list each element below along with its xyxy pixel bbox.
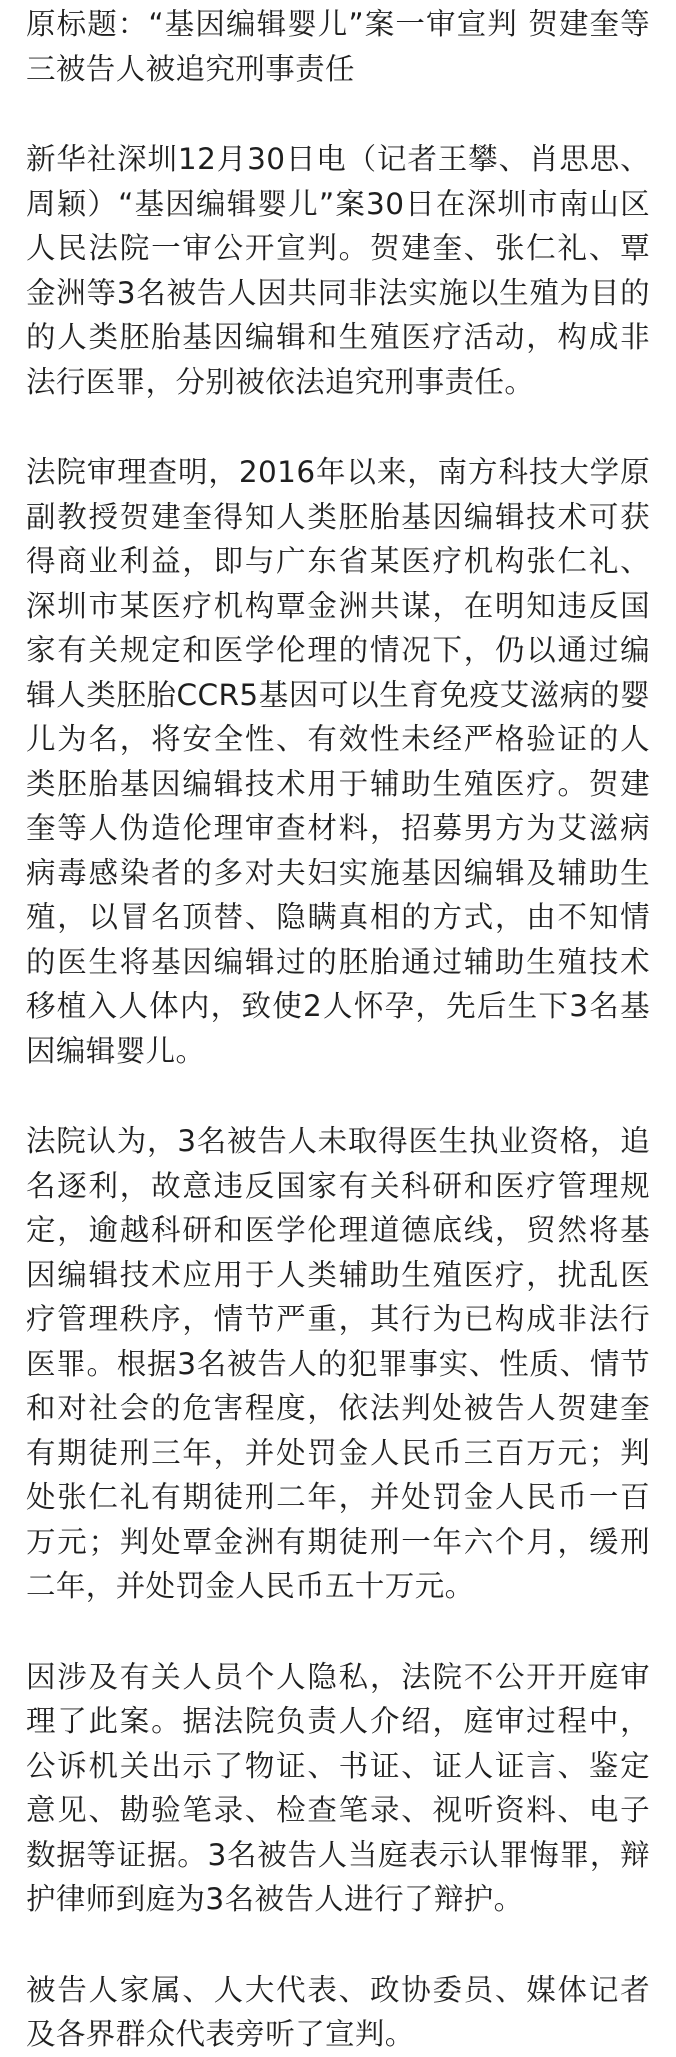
paragraph-audience: 被告人家属、人大代表、政协委员、媒体记者及各界群众代表旁听了宣判。 xyxy=(26,1972,650,2051)
paragraph-verdict: 法院认为，3名被告人未取得医生执业资格，追名逐利，故意违反国家有关科研和医疗管理规定，逾越科研和医学伦理道德底线，贸然将基因编辑技术应用于人类辅助生殖医疗，扰乱医疗管理秩序，情节严重，其行为已构成非法行医罪。根据3名被告人的犯罪事实、性质、情节和对社会的危害程度，依法判处被告人贺建奎有期徒刑三年，并处罚金人民币三百万元；判处张仁礼有期徒刑二年，并处罚金人民币一百万元；判处覃金洲有期徒刑一年六个月，缓刑二年，并处罚金人民币五十万元。 xyxy=(26,1124,650,1603)
paragraph-lead: 新华社深圳12月30日电（记者王攀、肖思思、周颖）“基因编辑婴儿”案30日在深圳市南山区人民法院一审公开宣判。贺建奎、张仁礼、覃金洲等3名被告人因共同非法实施以生殖为目的的人类胚胎基因编辑和生殖医疗活动，构成非法行医罪，分别被依法追究刑事责任。 xyxy=(26,142,650,399)
paragraph-findings: 法院审理查明，2016年以来，南方科技大学原副教授贺建奎得知人类胚胎基因编辑技术可获得商业利益，即与广东省某医疗机构张仁礼、深圳市某医疗机构覃金洲共谋，在明知违反国家有关规定和医学伦理的情况下，仍以通过编辑人类胚胎CCR5基因可以生育免疫艾滋病的婴儿为名，将安全性、有效性未经严格验证的人类胚胎基因编辑技术用于辅助生殖医疗。贺建奎等人伪造伦理审查材料，招募男方为艾滋病病毒感染者的多对夫妇实施基因编辑及辅助生殖，以冒名顶替、隐瞒真相的方式，由不知情的医生将基因编辑过的胚胎通过辅助生殖技术移植入人体内，致使2人怀孕，先后生下3名基因编辑婴儿。 xyxy=(26,455,650,1068)
original-title: 原标题：“基因编辑婴儿”案一审宣判 贺建奎等三被告人被追究刑事责任 xyxy=(26,7,650,86)
paragraph-trial: 因涉及有关人员个人隐私，法院不公开开庭审理了此案。据法院负责人介绍，庭审过程中，公诉机关出示了物证、书证、证人证言、鉴定意见、勘验笔录、检查笔录、视听资料、电子数据等证据。3名被告人当庭表示认罪悔罪，辩护律师到庭为3名被告人进行了辩护。 xyxy=(26,1659,650,1916)
